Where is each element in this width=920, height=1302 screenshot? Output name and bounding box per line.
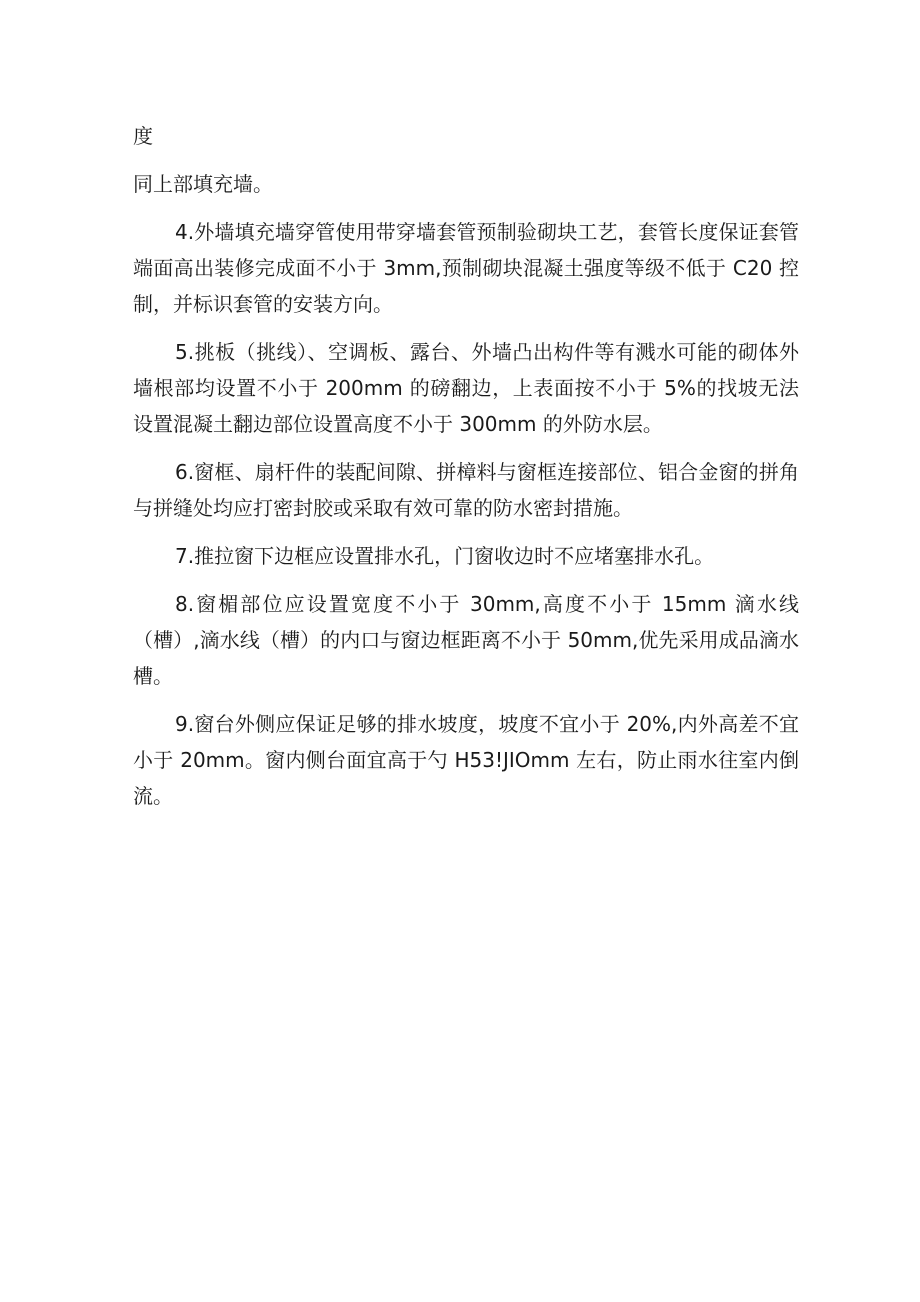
paragraph-item-9: 9.窗台外侧应保证足够的排水坡度，坡度不宜小于 20%,内外高差不宜小于 20mm。窗内侧台面宜高于勺 H53!JIOmm 左右，防止雨水往室内倒流。 <box>133 712 799 808</box>
paragraph-item-8: 8.窗楣部位应设置宽度不小于 30mm,高度不小于 15mm 滴水线（槽）,滴水线（槽）的内口与窗边框距离不小于 50mm,优先采用成品滴水槽。 <box>133 592 799 688</box>
paragraph-item-7: 7.推拉窗下边框应设置排水孔，门窗收边时不应堵塞排水孔。 <box>175 544 715 568</box>
paragraph-fragment-continued: 同上部填充墙。 <box>133 172 273 196</box>
paragraph-item-6: 6.窗框、扇杆件的装配间隙、拼樟料与窗框连接部位、铝合金窗的拼角与拼缝处均应打密封胶或采取有效可靠的防水密封措施。 <box>133 460 799 520</box>
paragraph-item-5: 5.挑板（挑线）、空调板、露台、外墙凸出构件等有溅水可能的砌体外墙根部均设置不小于 200mm 的磅翻边，上表面按不小于 5%的找坡无法设置混凝土翻边部位设置高度不小于 300mm 的外防水层。 <box>133 340 799 436</box>
document-body <box>133 118 799 826</box>
paragraph-fragment-top: 度 <box>133 124 153 148</box>
paragraph-item-4: 4.外墙填充墙穿管使用带穿墙套管预制验砌块工艺，套管长度保证套管端面高出装修完成面不小于 3mm,预制砌块混凝土强度等级不低于 C20 控制，并标识套管的安装方向。 <box>133 220 799 316</box>
